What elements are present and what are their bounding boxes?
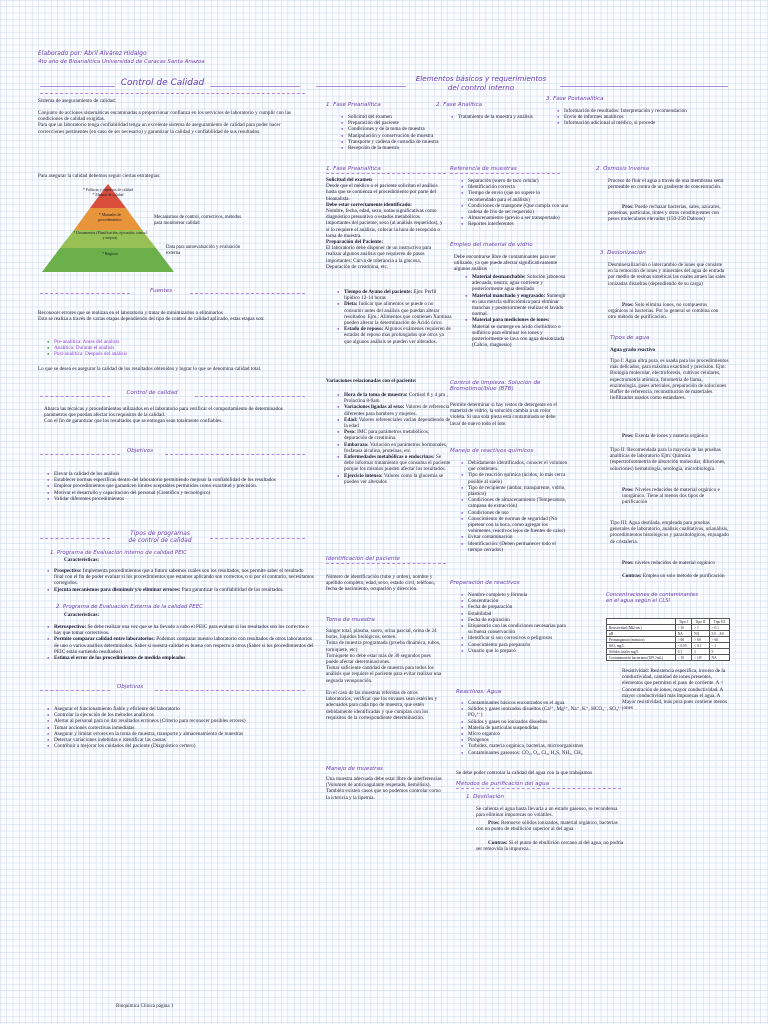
phase-1-item: ● Solicitud del examen — [348, 114, 458, 120]
tipo3-text: Tipo III: Agua destilada, empleada para pruebas generales de laboratorio, análisis cualitativos, urianálisis, procedimientos histológicos y parasitológicos, enjuagado de cristalería. — [610, 520, 729, 545]
pyramid-label-4: * Registro — [102, 252, 118, 256]
phase-2-item: ● Tratamiento de la muestra y análisis — [458, 114, 568, 120]
agua-item: ● Turbidez, materia orgánica, bacterias, microorganismos — [468, 743, 628, 749]
phase-3-heading: 3. Fase Postanalítica — [546, 96, 604, 102]
referencia-item: ● Almacenamiento (previo a ser transportado) — [468, 215, 568, 221]
empleo-item: ● Material manchado y engrasado: Sumergir en una mezcla sulfocrómica para eliminar manchas y posteriormente realizar el lavado normal. — [472, 293, 566, 318]
fuentes-title: Fuentes — [149, 288, 173, 294]
objetivo-item: ● Establecer normas específicas dentro del laboratorio permitiendo mejorar la confiabilidad de los resultados — [54, 477, 312, 483]
destilacion-contras: Contras: Si el punto de ebullición cercano al del agua, no podría ser removida la impureza. — [476, 840, 624, 853]
rule-ident — [326, 563, 446, 564]
agua-item: ● Contaminantes gaseosos: CO₂, O₂, Cl₂, H₂S, NH₃, CH₄ — [468, 750, 628, 756]
fuentes-item: ● Pre-analítica: Antes del análisis — [54, 339, 254, 345]
osmosis-pros: Pros: Puede rechazar bacterias, sales, azúcares, proteínas, partículas, tintes y otros constituyentes con pesos moleculares elevados (150-250 Daltons) — [608, 204, 721, 223]
phase-3-item: ● Información adicional al médico, si procede — [564, 120, 744, 126]
referencia-item: ● Reportes interferentes — [468, 221, 568, 227]
school-line: 4to año de Bioanalitica Universidad de Caracas Santa Anazoa — [38, 59, 205, 65]
objetivo-item: ● Validar diferentes procedimientos — [54, 496, 312, 502]
tipo3-pros: Pros: niveles reducidos de material orgánico — [622, 560, 716, 566]
pyramid-side-1: Mecanismos de control, correctivos, métodos para monitorear calidad — [154, 215, 242, 226]
preparacion-title: Preparación de reactivos — [450, 580, 520, 586]
phase-1-heading: 1. Fase Preanalítica — [326, 102, 381, 108]
objetivo-item: ● Motivar el desarrollo y capacitación del personal (Científico y tecnológico) — [54, 490, 312, 496]
pre-item: ● Tiempo de Ayuno del paciente: Ejm: Perfil lipídico 12-14 horas — [344, 289, 452, 301]
title-rule-left — [40, 86, 115, 87]
pyramid-label-2: * Manuales de procedimientos — [98, 213, 122, 222]
peec-title: 2. Programa de Evaluación Externa de la calidad PEEC — [56, 604, 203, 610]
resistividad-text: Resistividad: Resistencia específica, inverso de la conductividad, cantidad de iones presentes, elementos que permiten el paso de corriente. A > Concentración de iones, mayor conductividad. A mayor conductividad más impurezas el agua. A Mayor resistividad, más pura pues contiene menos iones — [622, 668, 728, 712]
toma-title: Toma de muestra — [326, 617, 375, 623]
objetivo2-item: ● Tomar acciones correctivas inmediatas — [54, 725, 314, 731]
preparacion-item: ● Estabilidad — [468, 611, 568, 617]
title-dash — [40, 93, 305, 94]
phase-2-heading: 2. Fase Analítica — [436, 102, 483, 108]
tipo2-pros: Pros: Niveles reducidos de material orgánico e inorgánico. Tiene al menos dos tipos de purificación — [622, 487, 720, 506]
table-row: Resistividad (MΩ·cm) > 10 > 1 > 0.1 — [607, 625, 730, 631]
manejo-text: Una muestra adecuada debe estar libre de interferencias (Volumen de anticoagulante respetado, hemólisis). También existen casos que no podemos controlar como la ictericia y la lipemia. — [326, 776, 442, 801]
objetivo2-item: ● Contribuir a mejorar los cuidados del paciente (Diagnóstico certero) — [54, 743, 314, 749]
tipo1-pros: Pros: Exenta de iones y materia orgánica — [622, 433, 708, 439]
rule-fuentes-l — [40, 293, 130, 294]
elementos-title: Elementos básicos y requerimientos del control interno — [415, 74, 547, 92]
rule-ref — [450, 173, 560, 174]
peec-item: ● Estima el error de los procedimientos de medida empleados — [54, 655, 314, 661]
osmosis-text: Proceso de fluir el agua a través de una membrana semi permeable en contra de un gradiente de concentración. — [608, 178, 724, 191]
rule-obj-l — [40, 454, 120, 455]
control-limpieza-text: Permite determinar si hay restos de detergente en el material de vidrio, la solución cambia a un color violeta. Si una sola pieza está contaminada se debe lavar de nuevo todo el lote. — [450, 402, 558, 427]
table-row: Sólidos totales mg/L 0.1 1 5 — [607, 649, 730, 655]
empleo-list — [464, 274, 566, 348]
peic-subtitle: Características: — [64, 557, 100, 563]
pre-heading: 1. Fase Preanalítica — [326, 166, 381, 172]
desionizacion-pros: Pros: Solo elimina iones, no compuestos orgánicos ni bacterias. Por lo general se combina con otro método de purificación. — [608, 302, 719, 321]
preparacion-item: ● Identificar si son corrosivos o peligrosos — [468, 635, 568, 641]
rule-cc-r — [195, 396, 305, 397]
right-title-rule-l — [316, 86, 406, 87]
phase-1-item: ● Transporte y cadena de custodia de muestra — [348, 139, 458, 145]
right-title-rule-r — [560, 86, 728, 87]
contaminants-table — [606, 618, 730, 661]
preparacion-item: ● Conocimiento para prepararlo — [468, 642, 568, 648]
pyramid-label-3: * Documentos (Planificación, ejecución, control y mejora) — [73, 231, 147, 240]
table-title: Concentraciones de contaminantes en el agua según el CLSI — [606, 592, 698, 604]
peic-item: ● Prospectivo: Implementa procedimientos que a futuro sabemos cuáles son los resultados, nos permite saber el resultado final con el fin de poder evaluar si los procedimientos que estamos aplicando son correctos, o si por el contrario, necesitamos corregirlos. — [54, 568, 314, 587]
toma-text: Sangre total, plasma, suero, orina parcial, orina de 24 horas, líquidos biológicos, semen. Toma de muestra programada (prueba dinámica, tubos, torniquete, etc) Torniquete no debe estar más de 30 segundos pues puede afectar determinaciones. Tomar suficiente cantidad de muestra para todos los análisis que requiere el paciente para evitar realizar una segunda venopunción. En el caso de las muestras referidas de otros laboratorios, verificar que los envases sean estériles y adecuados para cada tipo de muestra, que estén debidamente identificadas y que cumplan con los requisitos de la correspondiente determinación. — [326, 628, 442, 721]
fuentes-after: Lo que se desea es asegurar la calidad de los resultados obtenidos y lograr lo que se denomina calidad total. — [38, 366, 262, 372]
variaciones-list — [336, 392, 452, 485]
objetivo-item: ● Emplear procedimientos que garanticen límites aceptables permitidos como exactitud y precisión. — [54, 483, 312, 489]
variacion-item: ● Embarazo: Variación en parámetros hormonales, fosfatasa alcalina, proteínas, etc. — [344, 442, 452, 454]
table-row: Permanganato (minutos) > 60 > 60 > 60 — [607, 637, 730, 643]
intro-text: Conjunto de acciones sistemáticas encaminadas a proporcionar confianza en los servicios de laboratorio y cumplir con las condiciones de calidad exigidas. Para que un laboratorio tenga confiabilidad tenga un excelente sistema de aseguramiento de calidad para poder hacer correcciones pertinentes (en caso de ser necesario) y garantizar la calidad y confiabilidad de sus resultados. — [38, 110, 291, 135]
pre-item: ● Dieta: Indicar que alimentos se puede o no consumir antes del análisis que puedan alterar resultados. Ejm.: Alimentos que contienen Xantinas pueden alterar la determinación de Ácido úrico — [344, 301, 452, 326]
variacion-item: ● Variaciones ligadas al sexo: Valores de referencia diferentes para hombres y mujeres. — [344, 404, 452, 416]
rule-pre — [326, 173, 446, 174]
agua-item: ● Pirógenos — [468, 737, 628, 743]
peic-title: 1. Programa de Evaluación interno de calidad PEIC — [50, 550, 187, 556]
pre-list — [336, 289, 452, 345]
preparacion-item: ● Concentración — [468, 598, 568, 604]
variacion-item: ● Peso: IMC para parámetros metabólicos, depuración de creatinina. — [344, 429, 452, 441]
phase-1-list — [340, 114, 458, 151]
cc-text: Abarca las técnicas y procedimientos utilizados en el laboratorio para verificar el comportamiento de determinados parámetros que puedan afectar los requisitos de la calidad. Con el fin de garantizar que los resultados que se entregan sean totalmente confiables. — [44, 406, 283, 425]
peec-item: ● Retrospectivo: Se debe realizar una vez que se ha llevado a cabo el PEIC para evaluar si los resultados son los correctos o hay que tomar correctivos. — [54, 624, 314, 636]
title-rule-right — [210, 86, 300, 87]
peic-list — [46, 568, 314, 593]
empleo-text: Debe encontrarse libre de contaminantes para ser utilizado, ya que puede afectar significativamente algunos análisis — [454, 254, 558, 273]
cc-title: Control de calidad — [126, 390, 178, 396]
pre-block: Debe estar correctamente identificado: Nombre, fecha, edad, sexo, notas significativas como diagnóstico presuntivo o estados metabólicos importantes del paciente, sexo (al análisis requeridos), y si lo requiere el análisis, colocar la hora de recepción o toma de muestra. — [326, 201, 443, 239]
pyramid-intro: Para asegurar la calidad debemos seguir ciertas estrategias: — [38, 173, 161, 179]
pre-blocks — [326, 177, 444, 270]
destilacion-pros: Pros: Remueve sólidos ionizados, material orgánico, bacterias con un punto de ebullición superior al del agua — [476, 820, 618, 833]
objetivo2-item: ● Alertar al personal para no dar resultados erróneos (Criterio para reconocer posibles errores) — [54, 718, 314, 724]
rule-obj-r — [165, 454, 305, 455]
agua-item: ● Sólidos y gases ionizados disueltos (Ca²⁺, Mg²⁺, Na⁺, K⁺, HCO₃⁻, SO₄²⁻, PO₄³⁻) — [468, 706, 628, 718]
agua-after: Se debe poder controlar la calidad del agua con la que trabajamos — [456, 770, 593, 776]
phase-2-list — [450, 114, 568, 120]
table-row: SiO₂ mg/L < 0.05 < 0.1 < 1 — [607, 643, 730, 649]
manejo-reactivo-item: ● Debidamente identificados, conocer el volumen que contienen. — [468, 460, 568, 472]
variaciones-title: Variaciones relacionadas con el paciente: — [326, 378, 417, 384]
objetivos2-title: Objetivos — [116, 684, 144, 690]
destilacion-title: 1. Destilación — [466, 794, 505, 800]
phase-3-item: ● Envío de informes analíticos — [564, 114, 744, 120]
table-row: pH NA NA 5.0 – 8.0 — [607, 631, 730, 637]
preparacion-item: ● Usuario que lo preparó — [468, 648, 568, 654]
agua-item: ● Materia de partículas suspendidas — [468, 725, 628, 731]
peic-item: ● Ejecuta mecanismos para disminuir y/o eliminar errores: Para garantizar la confiabilidad de los resultados. — [54, 587, 314, 593]
rule-obj2-r — [155, 690, 305, 691]
metodos-title: Métodos de purificación del agua — [456, 781, 550, 787]
referencia-list — [460, 178, 568, 228]
referencia-title: Referencia de muestras — [450, 166, 517, 172]
table-header-cell: Tipo I — [675, 619, 692, 625]
preparacion-list — [460, 592, 568, 654]
control-limpieza-title: Control de limpieza: Solución de Bromotimol/blue (BTB) — [450, 380, 541, 392]
rule-tipos-r — [210, 538, 305, 539]
preparacion-item: ● Fecha de expiración — [468, 617, 568, 623]
rule-cc-l — [40, 396, 110, 397]
manejo-reactivo-item: ● Identificación: (Deben permanecer todo el tiempo cerrados) — [468, 541, 568, 553]
peec-subtitle: Características: — [64, 612, 100, 618]
osmosis-title: 2. Ósmosis Inversa — [596, 166, 650, 172]
agua-title: Reactivos: Agua — [456, 689, 502, 695]
rule-metodos — [456, 788, 621, 789]
fuentes-text: Reconocer errores que se realizan en el laboratorio y tratar de minimizarlos o eliminarlos Esto se realiza a través de varias etapas dependiendo del tipo de control de calidad aplicado, estas etapas son: — [38, 310, 265, 323]
objetivos2-list — [46, 706, 314, 749]
agua-list — [460, 700, 628, 756]
preparacion-item: ● Etiquetarlo con las condiciones necesarias para su buena conservación — [468, 623, 568, 635]
tipos-agua-title: Tipos de agua — [610, 335, 650, 341]
variacion-item: ● Enfermedades metabólicas o endocrinas: Se debe informar tratamiento que consuma el paciente porque los mismos pueden afectar los resultados. — [344, 454, 452, 473]
agua-item: ● Contaminantes básicos encontrados en el agua — [468, 700, 628, 706]
manejo-reactivo-item: ● Tipo de recipiente (ámbar, transparente, vidrio, plástico) — [468, 485, 568, 497]
referencia-item: ● Separación (suero de taco celular) — [468, 178, 568, 184]
phase-1-item: ● Recepción de la muestra — [348, 145, 458, 151]
manejo-reactivo-item: ● Condiciones de uso — [468, 510, 568, 516]
desionizacion-text: Desmineralización o intercambio de iones que consiste en la remoción de iones y minerales del agua de entrada por medio de resinas sintéticas las cuales atraen las sales ionizadas disueltas (dependiendo de su carga) — [608, 262, 726, 287]
objetivo2-item: ● Asegurar el funcionamiento fiable y eficiente del laboratorio — [54, 706, 314, 712]
fuentes-item: ● Post-analítica: Después del análisis — [54, 351, 254, 357]
tipo2-text: Tipo II: Recomendada para la mayoría de las pruebas analíticas de laboratorio Ejm: Química (espectrofotometría de absorción molecular, diluciones, soluciones) hematología, serología, microbiología. — [610, 447, 726, 472]
phase-1-item: ● Condiciones y de la toma de muestra — [348, 126, 458, 132]
rule-obj2-l — [40, 690, 110, 691]
objetivos-list — [46, 471, 312, 502]
phase-1-item: ● Preparación del paciente — [348, 120, 458, 126]
pyramid-label-1: * Políticas y objetivos de calidad * Manual de calidad — [82, 188, 134, 197]
agua-item: ● Micro orgánico — [468, 731, 628, 737]
tipo1-text: Tipo I: Agua ultra pura, es usada para los procedimientos más delicados, para máxima exactitud y precisión. Ejm: Biología molecular, electroforesis, cultivos celulares, espectrometría atómica, fotometría de llama, enzimología, gases arteriales, preparación de soluciones Buffer de referencia, reconstitución de materiales liofilizados usados como estándares. — [610, 358, 729, 402]
variacion-item: ● Edad: Valores referenciales varían dependiendo de la edad — [344, 417, 452, 429]
manejo-reactivos-title: Manejo de reactivos químicos — [450, 448, 534, 454]
pre-block: Preparación del Paciente: El laboratorio debe disponer de un instructivo para realizar algunos análisis que requieren de pasos importantes: Curva de tolerancia a la glucosa, Depuración de creatinina, etc. — [326, 239, 432, 270]
table-header-cell: Tipo III — [709, 619, 729, 625]
empleo-item: ● Material desmanchable: Solución jabonosa adecuada, neutra; agua corriente y posteriormente agua destilada — [472, 274, 566, 293]
preparacion-item: ● Fecha de preparación — [468, 604, 568, 610]
desionizacion-title: 3. Desionización — [600, 250, 646, 256]
ident-title: Identificación del paciente — [326, 556, 400, 562]
objetivo2-item: ● Controlar la ejecución de los métodos analíticos — [54, 712, 314, 718]
table-row: Contaminación bacteriana (UFC/mL) < 10 < 10³ NA — [607, 655, 730, 661]
control-calidad-title: Control de Calidad — [120, 78, 205, 88]
page-footer: Bioquímica Clínica página 1 — [116, 1004, 174, 1009]
agua-grado-title: Agua grado reactivo — [610, 347, 656, 353]
objetivo2-item: ● Detectar variaciones indebidas e identificar las causas — [54, 737, 314, 743]
tipos-programas-title: Tipos de programas de control de calidad — [128, 530, 192, 544]
manejo-title: Manejo de muestras — [326, 766, 383, 772]
tipo3-contras: Contras: Emplea un solo método de purificación — [622, 573, 725, 579]
peec-item: ● Permite comparar calidad entre laboratorios: Podemos comparar nuestro laboratorio con resultados de otros laboratorios de uno o varios análisis determinados. Saber si nuestra calidad es buena con respecto a otros (Saber si los procedimientos del PEIC están surtiendo resultados) — [54, 636, 314, 655]
fuentes-item: ● Analítica: Durante el análisis — [54, 345, 254, 351]
variacion-item: ● Ejercicio intenso: Valores como la glucemia se pueden ver alterados — [344, 473, 452, 485]
agua-item: ● Sólidos y gases no ionizados disueltos — [468, 719, 628, 725]
phase-3-item: ● Información de resultados: Interpretación y recomendación — [564, 108, 744, 114]
destilacion-text: Se calienta el agua hasta llevarla a un estado gaseoso, se recondensa para eliminar impurezas no volátiles. — [476, 806, 618, 819]
manejo-reactivo-item: ● Conocimiento de normas de seguridad (No pipetear con la boca, como agregar los volúmenes, reactivos lejos de fuentes de calor) — [468, 516, 568, 535]
manejo-reactivo-item: ● Tipo de reacción química (ácidos, lo más cerca posible al suelo) — [468, 472, 568, 484]
phase-1-item: ● Manipulación y conservación de muestra — [348, 133, 458, 139]
empleo-item: ● Material para mediciones de iones: Material se sumerge en ácido clorhídrico o sulfúrico para eliminar los iones y posteriormente se lava con agua desionizada (Calcio, magnesio) — [472, 317, 566, 348]
preparacion-item: ● Nombre completo y fórmula — [468, 592, 568, 598]
variacion-item: ● Hora de la toma de muestra: Cortisol 8 y 4 pm , Prolactina 8-9am — [344, 392, 452, 404]
manejo-reactivo-item: ● Condiciones de almacenamiento (Temperatura, campana de extracción) — [468, 497, 568, 509]
pre-item: ● Estado de reposo: Algunos exámenes requieren de estados de reposo mas prolongados que otros ya que algunos análisis se pueden ver alterados. — [344, 326, 452, 345]
referencia-item: ● Identificación correcta — [468, 184, 568, 190]
fuentes-list — [46, 339, 254, 358]
pre-block: Solicitud del examen Desde que el médico o el paciente solicitan el análisis hasta que se comienza el procedimiento por parte del bioanalista. — [326, 177, 438, 202]
phase-3-list — [556, 108, 744, 127]
rule-tipos-l — [40, 538, 110, 539]
referencia-item: ● Condiciones de transporte (Que cumpla con una cadena de frío de ser requerido) — [468, 203, 568, 215]
referencia-item: ● Tiempo de envío (que no supere lo recomendado para el análisis) — [468, 190, 568, 202]
manejo-reactivo-item: ● Evitar contaminación — [468, 534, 568, 540]
sistema-label: Sistema de aseguramiento de calidad: — [38, 98, 117, 104]
peec-list — [46, 624, 314, 661]
pyramid-side-2: Data para autoevaluación y evaluación externa — [166, 245, 241, 256]
empleo-title: Empleo del material de vidrio — [450, 242, 533, 248]
objetivo2-item: ● Asegurar y limitar errores en la toma de muestra, transporte y almacenamiento de muestras — [54, 731, 314, 737]
objetivo-item: ● Elevar la calidad de los análisis — [54, 471, 312, 477]
ident-text: Número de identificación (tubo y orden), nombre y apellido completo, edad, sexo, estado civil, teléfono, fecha de nacimiento, ocupación y dirección. — [326, 574, 436, 593]
author-line: Elaborado por: Abril Alvárez Hidalgo — [38, 50, 147, 57]
manejo-reactivos-list — [460, 460, 568, 553]
table-header-cell: Tipo II — [692, 619, 709, 625]
rule-fuentes-r — [190, 293, 305, 294]
objetivos-title: Objetivos — [126, 448, 154, 454]
